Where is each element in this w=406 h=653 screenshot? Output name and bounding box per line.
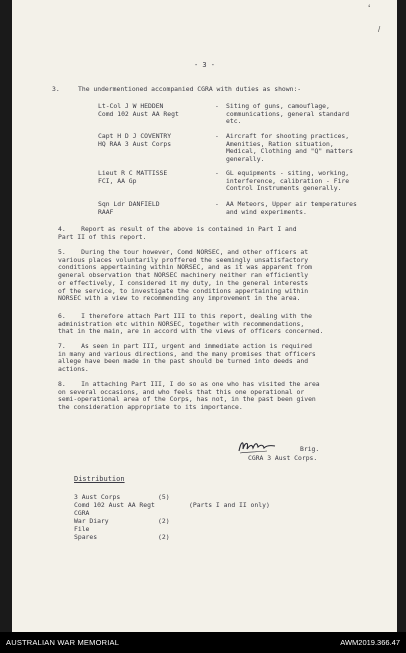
- distribution-note: (Parts I and II only): [189, 501, 270, 509]
- handwritten-signature: [237, 437, 277, 455]
- paragraph-line: or effectively, I considered it my duty, in the general interests: [58, 278, 309, 287]
- paragraph-number: 4.: [58, 225, 66, 233]
- dash: -: [215, 132, 219, 140]
- paragraph-line: As seen in part III, urgent and immediate action is required: [81, 342, 312, 350]
- officer-name: Capt H D J COVENTRY: [98, 132, 172, 140]
- officer-unit: Comd 102 Aust AA Regt: [98, 109, 179, 118]
- corner-mark: /: [378, 25, 381, 34]
- dash: -: [215, 200, 219, 208]
- intro-text: The undermentioned accompanied CGRA with duties as shown:-: [78, 85, 302, 93]
- dash: -: [215, 169, 219, 177]
- distribution-count: (2): [158, 533, 170, 541]
- paragraph: [58, 381, 388, 412]
- distribution-heading: Distribution: [74, 475, 125, 483]
- paragraph-number: 6.: [58, 312, 66, 320]
- document-page: [12, 0, 397, 632]
- duty-line: Medical, Clothing and "Q" matters: [226, 147, 353, 156]
- officer-duty: [226, 133, 386, 164]
- officer-entry: [98, 170, 216, 185]
- officer-entry: [98, 133, 216, 148]
- distribution-name: CGRA: [74, 509, 90, 517]
- officer-name: Sqn Ldr DANFIELD: [98, 200, 160, 208]
- officer-name: Lt-Col J W HEDDEN: [98, 102, 164, 110]
- paragraph-number: 5.: [58, 248, 66, 256]
- paragraph-number: 7.: [58, 342, 66, 350]
- officer-duty: [226, 103, 386, 126]
- paragraph: [58, 343, 388, 374]
- page-number: - 3 -: [193, 61, 216, 69]
- archive-reference: AWM2019.366.47: [340, 638, 400, 647]
- paragraph-line: Report as result of the above is contained in Part I and: [81, 225, 297, 233]
- paragraph-line: of the service, to investigate the conditions appertaining within: [58, 286, 309, 295]
- duty-line: generally.: [226, 155, 265, 164]
- distribution-count: (5): [158, 493, 170, 501]
- archive-name: AUSTRALIAN WAR MEMORIAL: [6, 638, 120, 647]
- distribution-name: War Diary: [74, 517, 109, 525]
- paragraph-line: various places voluntarily proffered the seemingly unsatisfactory: [58, 255, 309, 264]
- paragraph-number: 3.: [52, 85, 60, 93]
- officer-unit: FCI, AA Gp: [98, 176, 137, 185]
- duty-line: etc.: [226, 117, 242, 126]
- duty-line: Siting of guns, camouflage,: [226, 102, 330, 110]
- paragraph-number: 8.: [58, 380, 66, 388]
- officer-unit: RAAF: [98, 207, 114, 216]
- duty-line: interference, calibration - Fire: [226, 176, 350, 185]
- dash: -: [215, 102, 219, 110]
- signature-rank: Brig.: [300, 445, 320, 453]
- paragraph-line: the consideration appropriate to its importance.: [58, 403, 243, 412]
- officer-name: Lieut R C MATTISSE: [98, 169, 168, 177]
- duty-line: AA Meteors, Upper air temperatures: [226, 200, 357, 208]
- duty-line: communications, general standard: [226, 109, 350, 118]
- paragraph-line: I therefore attach Part III to this report, dealing with the: [81, 312, 312, 320]
- paragraph-line: semi-operational area of the Corps, has not, in the past been given: [58, 395, 316, 404]
- paragraph-line: general observation that NORSEC machinery neither ran efficiently: [58, 271, 309, 280]
- duty-line: Control Instruments generally.: [226, 184, 342, 193]
- distribution-name: 3 Aust Corps: [74, 493, 121, 501]
- paragraph-line: on several occasions, and who feels that this one operational or: [58, 387, 305, 396]
- paragraph-line: actions.: [58, 365, 89, 374]
- paragraph-line: that in the main, are in accord with the views of officers concerned.: [58, 327, 324, 336]
- paragraph-line: In attaching Part III, I do so as one who has visited the area: [81, 380, 320, 388]
- paragraph-line: conditions appertaining within NORSEC, and as it was apparent from: [58, 263, 312, 272]
- distribution-name: Spares: [74, 533, 98, 541]
- officer-duty: [226, 201, 386, 216]
- paragraph: [58, 226, 388, 241]
- duty-line: Aircraft for shooting practices,: [226, 132, 350, 140]
- officer-unit: HQ RAA 3 Aust Corps: [98, 139, 172, 148]
- paragraph-line: Part II of this report.: [58, 232, 147, 241]
- paragraph-line: allege have been made in the past should be turned into deeds and: [58, 357, 309, 366]
- duty-line: GL equipments - siting, working,: [226, 169, 350, 177]
- distribution-name: File: [74, 525, 90, 533]
- distribution-name: Comd 102 Aust AA Regt: [74, 501, 155, 509]
- signature-title: CGRA 3 Aust Corps.: [248, 454, 318, 462]
- paragraph: [58, 249, 388, 303]
- paragraph-line: administration etc within NORSEC, together with recommendations,: [58, 319, 305, 328]
- archive-footer-bar: [0, 632, 406, 653]
- officer-entry: [98, 201, 216, 216]
- officer-duty: [226, 170, 386, 193]
- duty-line: Amenities, Ration situation,: [226, 139, 334, 148]
- officer-entry: [98, 103, 216, 118]
- distribution-row: [74, 533, 170, 542]
- paragraph-line: in many and various directions, and the many promises that officers: [58, 349, 316, 358]
- paragraph-line: During the tour however, Comd NORSEC, and other officers at: [81, 248, 309, 256]
- distribution-count: (2): [158, 517, 170, 525]
- paragraph-line: NORSEC with a view to recommending any improvement in the area.: [58, 294, 301, 303]
- paragraph: [58, 313, 388, 336]
- duty-line: and wind experiments.: [226, 207, 307, 216]
- corner-mark: ‘: [368, 3, 371, 15]
